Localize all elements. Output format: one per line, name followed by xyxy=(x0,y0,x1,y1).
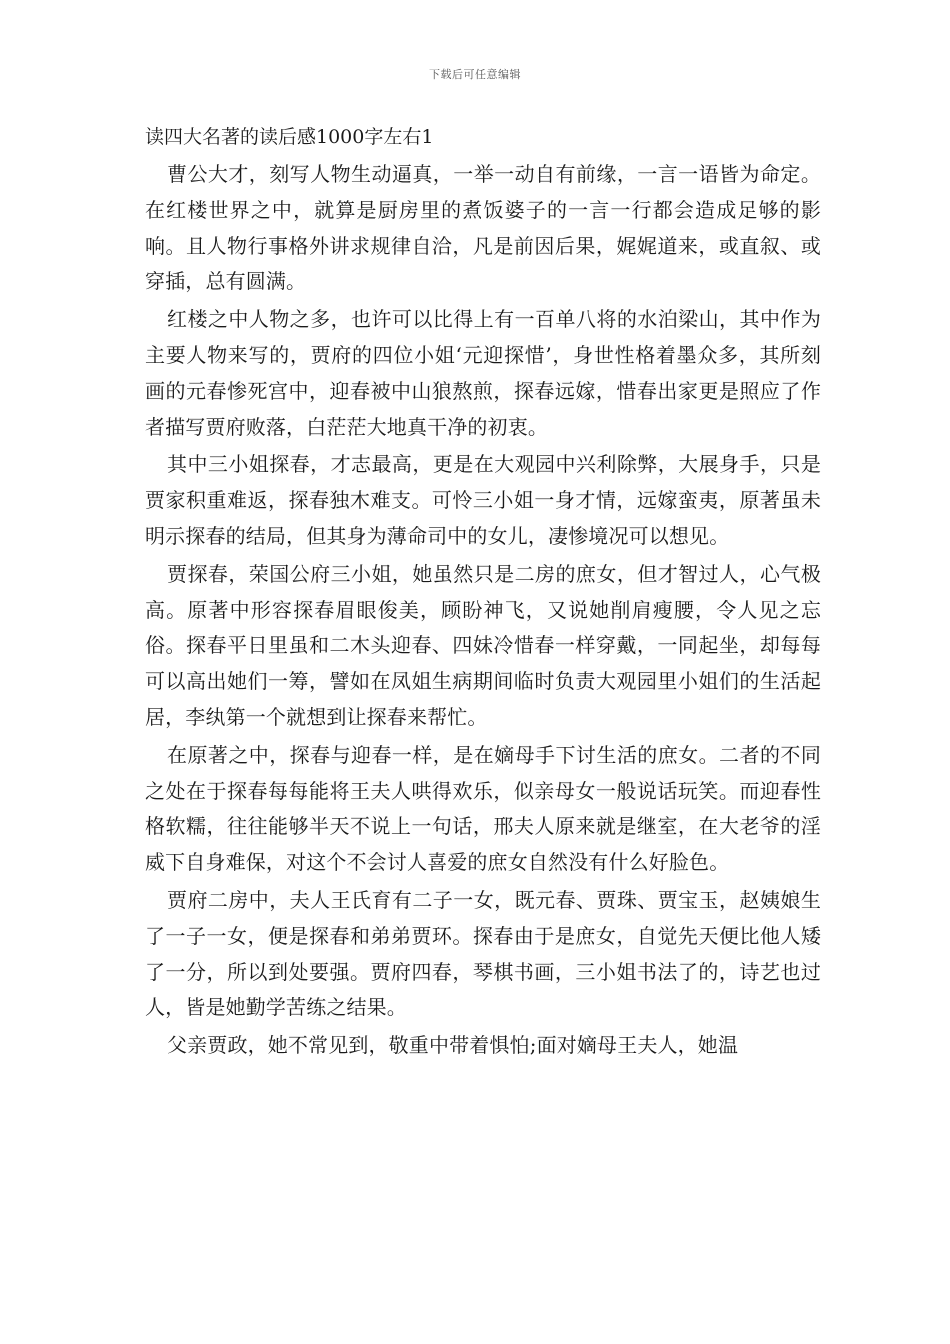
paragraph: 贾探春，荣国公府三小姐，她虽然只是二房的庶女，但才智过人，心气极高。原著中形容探春眉眼俊美，顾盼神飞，又说她削肩瘦腰，令人见之忘俗。探春平日里虽和二木头迎春、四妹冷惜春一样穿戴，一同起坐，却每每可以高出她们一筹，譬如在凤姐生病期间临时负责大观园里小姐们的生活起居，李纨第一个就想到让探春来帮忙。 xyxy=(145,561,821,729)
document-body xyxy=(145,157,821,1066)
paragraph: 曹公大才，刻写人物生动逼真，一举一动自有前缘，一言一语皆为命定。在红楼世界之中，就算是厨房里的煮饭婆子的一言一行都会造成足够的影响。且人物行事格外讲求规律自洽，凡是前因后果，娓娓道来，或直叙、或穿插，总有圆满。 xyxy=(145,162,821,294)
paragraph: 贾府二房中，夫人王氏育有二子一女，既元春、贾珠、贾宝玉，赵姨娘生了一子一女，便是探春和弟弟贾环。探春由于是庶女，自觉先天便比他人矮了一分，所以到处要强。贾府四春，琴棋书画，三小姐书法了的，诗艺也过人，皆是她勤学苦练之结果。 xyxy=(145,887,821,1020)
page-header-note: 下载后可任意编辑 xyxy=(429,68,521,81)
paragraph: 在原著之中，探春与迎春一样，是在嫡母手下讨生活的庶女。二者的不同之处在于探春每每能将王夫人哄得欢乐，似亲母女一般说话玩笑。而迎春性格软糯，往往能够半天不说上一句话，邢夫人原来就是继室，在大老爷的淫威下自身难保，对这个不会讨人喜爱的庶女自然没有什么好脸色。 xyxy=(145,742,821,875)
paragraph: 红楼之中人物之多，也许可以比得上有一百单八将的水泊梁山，其中作为主要人物来写的，贾府的四位小姐‘元迎探惜’，身世性格着墨众多，其所刻画的元春惨死宫中，迎春被中山狼熬煎，探春远嫁，惜春出家更是照应了作者描写贾府败落，白茫茫大地真干净的初衷。 xyxy=(145,307,821,439)
paragraph: 父亲贾政，她不常见到，敬重中带着惧怕;面对嫡母王夫人，她温 xyxy=(167,1033,739,1058)
paragraph: 其中三小姐探春，才志最高，更是在大观园中兴利除弊，大展身手，只是贾家积重难返，探春独木难支。可怜三小姐一身才情，远嫁蛮夷，原著虽未明示探春的结局，但其身为薄命司中的女儿，凄惨境况可以想见。 xyxy=(145,452,821,548)
document-title: 读四大名著的读后感1000字左右1 xyxy=(145,126,434,148)
